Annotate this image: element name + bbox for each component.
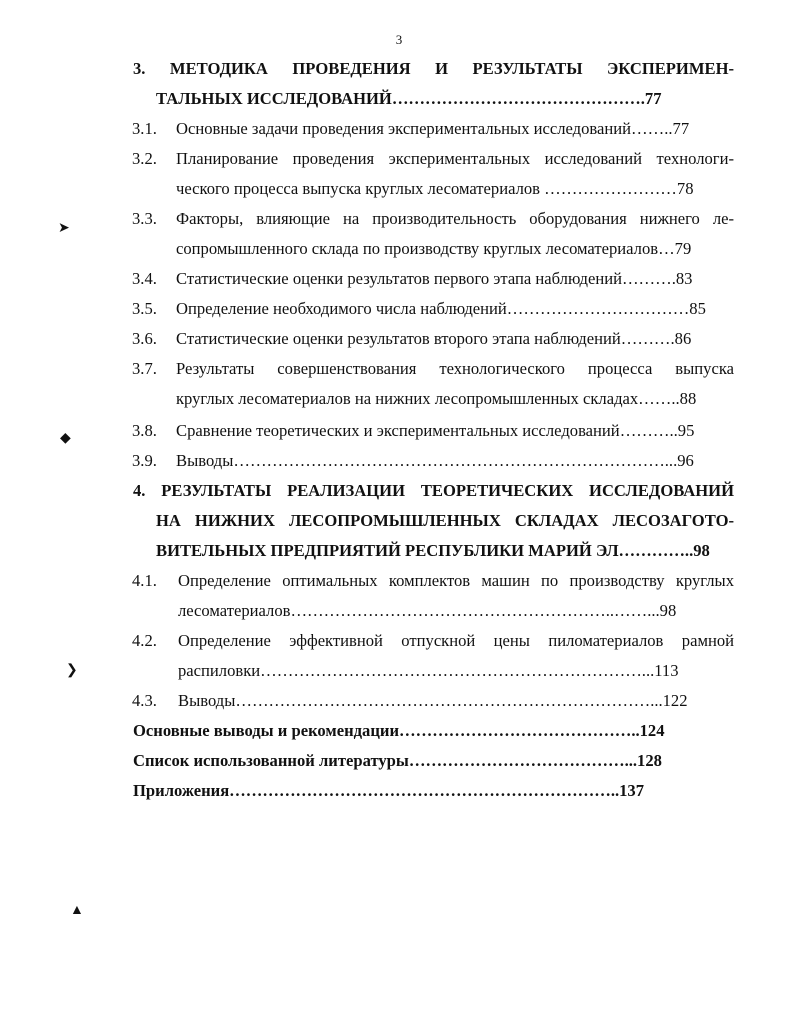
chapter-3-title-line1: 3. МЕТОДИКА ПРОВЕДЕНИЯ И РЕЗУЛЬТАТЫ ЭКСПЕРИМЕН-: [133, 59, 734, 78]
section-3-4-number: 3.4.: [132, 269, 157, 288]
scan-mark: ▲: [70, 903, 84, 918]
section-4-3-title: Выводы…………………………………………………………………...122: [178, 691, 688, 710]
section-3-1-title: Основные задачи проведения экспериментальных исследований……..77: [176, 119, 690, 138]
references-entry: Список использованной литературы…………………………………...128: [133, 751, 662, 770]
section-3-3-title-line1: Факторы, влияющие на производительность оборудования нижнего ле-: [176, 209, 734, 228]
page-number: 3: [395, 32, 403, 47]
section-3-7-number: 3.7.: [132, 359, 157, 378]
section-3-3-title-line2: сопромышленного склада по производству круглых лесоматериалов…79: [176, 239, 692, 258]
section-4-3-number: 4.3.: [132, 691, 157, 710]
section-3-8-number: 3.8.: [132, 421, 157, 440]
scan-mark: ❯: [66, 663, 78, 678]
section-3-6-number: 3.6.: [132, 329, 157, 348]
section-4-2-title-line2: распиловки……………………………………………………………...113: [178, 661, 679, 680]
chapter-4-title-line3: ВИТЕЛЬНЫХ ПРЕДПРИЯТИЙ РЕСПУБЛИКИ МАРИЙ ЭЛ…………..98: [156, 541, 710, 560]
appendices-entry: Приложения……………………………………………………………..137: [133, 781, 645, 800]
section-3-7-title-line1: Результаты совершенствования технологического процесса выпуска: [176, 359, 734, 378]
scan-mark: ➤: [58, 221, 70, 236]
section-3-6-title: Статистические оценки результатов второго этапа наблюдений……….86: [176, 329, 692, 348]
section-4-2-title-line1: Определение эффективной отпускной цены пиломатериалов рамной: [178, 631, 734, 650]
chapter-4-title-line1: 4. РЕЗУЛЬТАТЫ РЕАЛИЗАЦИИ ТЕОРЕТИЧЕСКИХ ИССЛЕДОВАНИЙ: [133, 481, 734, 500]
section-4-1-number: 4.1.: [132, 571, 157, 590]
section-3-5-number: 3.5.: [132, 299, 157, 318]
section-3-3-number: 3.3.: [132, 209, 157, 228]
section-4-1-title-line1: Определение оптимальных комплектов машин по производству круглых: [178, 571, 734, 590]
section-3-8-title: Сравнение теоретических и экспериментальных исследований………..95: [176, 421, 695, 440]
section-3-1-number: 3.1.: [132, 119, 157, 138]
section-3-9-title: Выводы……………………………………………………………………...96: [176, 451, 694, 470]
section-3-2-title-line1: Планирование проведения экспериментальных исследований технологи-: [176, 149, 734, 168]
section-4-2-number: 4.2.: [132, 631, 157, 650]
section-3-4-title: Статистические оценки результатов первого этапа наблюдений……….83: [176, 269, 693, 288]
section-4-1-title-line2: лесоматериалов…………………………………………………..……...98: [178, 601, 677, 620]
conclusions-entry: Основные выводы и рекомендации……………………………………..124: [133, 721, 665, 740]
section-3-7-title-line2: круглых лесоматериалов на нижних лесопромышленных складах……..88: [176, 389, 697, 408]
chapter-4-title-line2: НА НИЖНИХ ЛЕСОПРОМЫШЛЕННЫХ СКЛАДАХ ЛЕСОЗАГОТО-: [156, 511, 734, 530]
section-3-9-number: 3.9.: [132, 451, 157, 470]
scan-mark: ◆: [60, 431, 71, 446]
section-3-2-title-line2: ческого процесса выпуска круглых лесоматериалов ……………………78: [176, 179, 694, 198]
section-3-2-number: 3.2.: [132, 149, 157, 168]
chapter-3-title-line2: ТАЛЬНЫХ ИССЛЕДОВАНИЙ……………………………………….77: [156, 89, 662, 108]
section-3-5-title: Определение необходимого числа наблюдений……………………………85: [176, 299, 706, 318]
